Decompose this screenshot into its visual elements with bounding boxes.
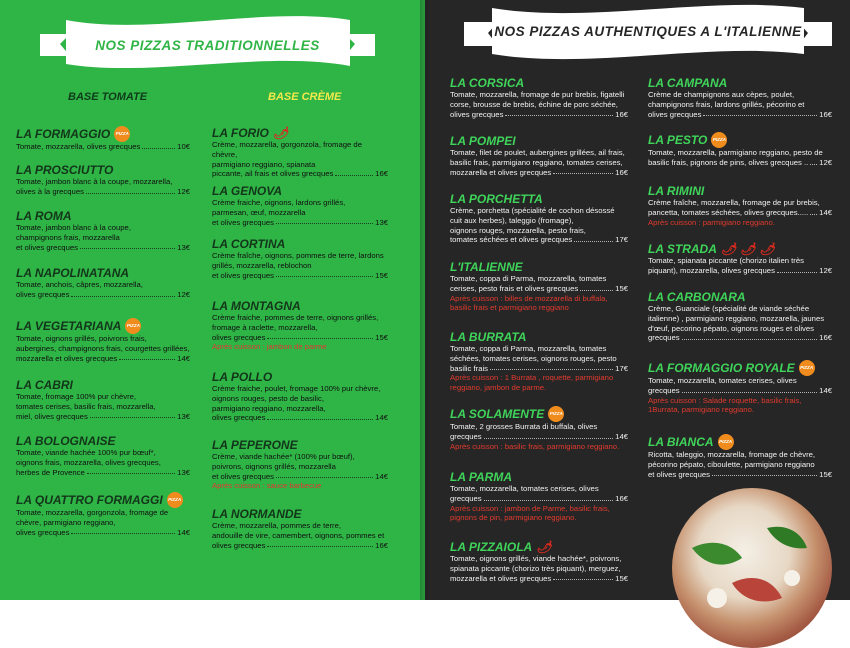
pizza-last-ingredients: olives grecques (16, 289, 70, 299)
pizza-price-line (212, 169, 388, 179)
pizza-name: LA PORCHETTA (450, 192, 543, 206)
dot-leader (276, 271, 373, 278)
pizza-description-line: oignons frais, mozzarella, olives grecques, (16, 457, 161, 467)
pizza-last-ingredients: basilic frais (450, 363, 489, 373)
pizza-name: LA PARMA (450, 470, 512, 484)
pizza-price: 12€ (819, 265, 832, 275)
pizza-la-cortina (212, 237, 388, 280)
pizza-description-line: chèvre, parmigiano reggiano, (16, 517, 116, 527)
pizza-description-line: Tomate, jambon blanc à la coupe, (16, 223, 131, 232)
pizza-description-line: Crème, viande hachée* (100% pur bœuf), (212, 452, 355, 461)
pizza-last-ingredients: miel, olives grecques (16, 411, 88, 421)
right-banner-title: NOS PIZZAS AUTHENTIQUES A L'ITALIENNE (494, 24, 802, 39)
pizza-description-line: Tomate, 2 grosses Burrata di buffala, olives (450, 422, 598, 431)
pizza-last-ingredients: et olives grecques (16, 242, 78, 252)
after-cooking-note: 1Burrata, parmigiano reggiano. (648, 405, 754, 415)
pizza-price-line (16, 142, 190, 152)
pizza-description-line: Tomate, filet de poulet, aubergines grillées, ail frais, (450, 148, 625, 157)
pizza-price-line (648, 110, 832, 120)
pizza-la-pesto (648, 132, 832, 168)
pizza-badge-icon: PIZZA (548, 406, 564, 422)
pizza-price-line (16, 528, 190, 538)
dot-leader (142, 142, 175, 149)
pizza-description-line: grillés, mozzarella, reblochon (212, 260, 312, 270)
pizza-name-row (212, 126, 388, 140)
pizza-price: 14€ (819, 385, 832, 395)
chili-pepper-icon: 🌶 (536, 540, 552, 554)
pizza-price: 15€ (375, 332, 388, 342)
pizza-price-line (450, 494, 628, 504)
dot-leader (484, 432, 614, 439)
dot-leader (490, 364, 613, 371)
pizza-description-line: Crème, Guanciale (spécialité de viande séchée (648, 304, 810, 313)
pizza-last-ingredients: Tomate, mozzarella, olives grecques (16, 142, 141, 151)
pizza-description-line: Tomate, mozzarella, parmigiano reggiano, pesto de (648, 148, 823, 157)
pizza-la-prosciutto (16, 163, 190, 197)
pizza-last-ingredients: mozzarella et olives grecques (16, 353, 118, 363)
pizza-price: 13€ (177, 411, 190, 421)
pizza-description-line: Crème fraîche, oignons, pommes de terre, lardons (212, 251, 384, 260)
after-cooking-note: reggiano, jambon de parme. (450, 383, 547, 393)
pizza-last-ingredients: mozzarella et olives grecques (450, 167, 552, 177)
pizza-la-pompei (450, 134, 628, 177)
dot-leader (810, 208, 817, 215)
dot-leader (80, 243, 175, 250)
after-cooking-note: pignons de pin, parmigiano reggiano. (450, 513, 577, 523)
dot-leader (267, 413, 373, 420)
pizza-la-quattro-formaggi (16, 492, 190, 537)
pizza-name-row (212, 438, 388, 452)
pizza-price-line (212, 472, 388, 482)
pizza-la-bianca (648, 434, 832, 479)
pizza-description-line: parmigiano reggiano, spianata (212, 159, 316, 169)
pizza-price-line (16, 354, 190, 364)
pizza-last-ingredients: grecques (450, 493, 482, 503)
pizza-name-row (450, 540, 628, 554)
pizza-description-line: aubergines, champignons frais, courgettes grillées, (16, 343, 190, 353)
left-banner-title: NOS PIZZAS TRADITIONNELLES (95, 38, 320, 53)
pizza-photo (672, 488, 832, 648)
dot-leader (553, 574, 613, 581)
pizza-description-line: Tomate, coppa di Parma, mozzarella, tomates (450, 274, 607, 283)
pizza-name-row (16, 266, 190, 280)
pizza-last-ingredients: et olives grecques (212, 471, 274, 481)
after-cooking-note: Après cuisson : Salade roquette, basilic frais, (648, 395, 802, 405)
pizza-price: 17€ (615, 235, 628, 245)
pizza-name-row (648, 290, 832, 304)
pizza-last-ingredients: olives grecques (16, 527, 70, 537)
pizza-price: 16€ (615, 109, 628, 119)
pizza-description-line: Crème, porchetta (spécialité de cochon désossé (450, 206, 615, 215)
pizza-name: LA PROSCIUTTO (16, 163, 114, 177)
pizza-name: LA PIZZAIOLA (450, 540, 533, 554)
dot-leader (574, 235, 613, 242)
pizza-description-line: Crème fraiche, pommes de terre, oignons grillés, (212, 313, 379, 322)
pizza-name: LA FORMAGGIO (16, 127, 111, 141)
pizza-price-line (450, 484, 628, 494)
pizza-description-line: Crème, mozzarella, gorgonzola, fromage de chèvre, (212, 140, 362, 159)
dot-leader (505, 110, 613, 117)
pizza-last-ingredients: cerises, pesto frais et olives grecques (450, 283, 579, 293)
pizza-last-ingredients: piccante, ail frais et olives grecques (212, 169, 334, 179)
dot-leader (703, 110, 817, 117)
pizza-la-corsica (450, 76, 628, 119)
dot-leader (86, 187, 175, 194)
right-banner (458, 0, 838, 66)
pizza-description-line: Crème fraîche, mozzarella, fromage de pur brebis, (648, 198, 820, 207)
pizza-name-row (212, 370, 388, 384)
pizza-last-ingredients: et olives grecques (648, 469, 710, 479)
pizza-name: LA POMPEI (450, 134, 516, 148)
page-fold (420, 0, 430, 600)
pizza-last-ingredients: et olives grecques (212, 270, 274, 280)
pizza-price: 12€ (819, 157, 832, 167)
pizza-la-peperone (212, 438, 388, 491)
pizza-last-ingredients: olives grecques (212, 413, 266, 423)
chili-pepper-icon: 🌶 (759, 242, 775, 256)
pizza-price-line (450, 284, 628, 294)
pizza-last-ingredients: olives grecques (450, 109, 504, 119)
after-cooking-note: Après cuisson : sauce barbecue (212, 481, 322, 491)
pizza-name: LA POLLO (212, 370, 273, 384)
pizza-price-line (450, 574, 628, 584)
pizza-name: LA BOLOGNAISE (16, 434, 116, 448)
pizza-name: LA PESTO (648, 133, 708, 147)
pizza-name-row (16, 209, 190, 223)
pizza-name: LA CORSICA (450, 76, 525, 90)
pizza-description-line: champignons frais, mozzarella (16, 232, 120, 242)
dot-leader (682, 386, 818, 393)
pizza-price: 10€ (177, 142, 190, 151)
pizza-price-line (212, 271, 388, 281)
after-cooking-note: Après cuisson : billes de mozzarella di buffala, (450, 293, 608, 303)
pizza-name: L'ITALIENNE (450, 260, 523, 274)
pizza-description-line: parmigiano reggiano, mozzarella, (212, 403, 326, 413)
dot-leader (71, 528, 175, 535)
pizza-name: LA CABRI (16, 378, 73, 392)
pizza-price: 12€ (177, 289, 190, 299)
pizza-last-ingredients: Tomate, mozzarella, tomates cerises, olives (450, 484, 599, 493)
pizza-description-line: Crème fraiche, oignons, lardons grillés, (212, 198, 346, 207)
pizza-name: LA NAPOLINATANA (16, 266, 130, 280)
pizza-description-line: Tomate, mozzarella, tomates cerises, olives (648, 376, 797, 385)
pizza-price-line (648, 333, 832, 343)
pizza-description-line: séchées, tomates cerises, oignons rouges, pesto (450, 353, 617, 363)
pizza-la-montagna (212, 299, 388, 352)
heading-base-creme: BASE CRÈME (268, 91, 342, 103)
pizza-price-line (648, 266, 832, 276)
pizza-name-row (648, 76, 832, 90)
pizza-description-line: Tomate, coppa di Parma, mozzarella, tomates (450, 344, 607, 353)
pizza-description-line: Tomate, oignons grillés, viande hachée*, poivrons, (450, 554, 622, 563)
pizza-name-row (450, 192, 628, 206)
pizza-price: 14€ (819, 207, 832, 217)
pizza-la-rimini (648, 184, 832, 227)
pizza-price-line (212, 218, 388, 228)
pizza-name: LA VEGETARIANA (16, 319, 122, 333)
pizza-last-ingredients: piquant), mozzarella, olives grecques (648, 265, 775, 275)
pizza-price: 14€ (375, 413, 388, 423)
pizza-name: LA GENOVA (212, 184, 283, 198)
pizza-last-ingredients: herbes de Provence (16, 467, 85, 477)
pizza-badge-icon: PIZZA (718, 434, 734, 450)
pizza-price: 15€ (615, 573, 628, 583)
pizza-l-italienne (450, 260, 628, 313)
pizza-la-vegetariana (16, 318, 190, 363)
pizza-name-row (16, 126, 190, 142)
pizza-price-line (16, 187, 190, 197)
after-cooking-note: Après cuisson : parmigiano reggiano. (648, 217, 775, 227)
pizza-price: 17€ (615, 363, 628, 373)
after-cooking-note: Après cuisson : jambon de parme (212, 342, 327, 352)
pizza-name-row (16, 163, 190, 177)
pizza-last-ingredients: olives grecques (212, 332, 266, 342)
pizza-last-ingredients: olives grecques (648, 109, 702, 119)
pizza-la-pizzaiola (450, 540, 628, 583)
dot-leader (484, 494, 614, 501)
pizza-name-row (16, 434, 190, 448)
pizza-price-line (648, 208, 832, 218)
pizza-description-line: pécorino pépato, ciboulette, parmigiano reggiano (648, 459, 815, 469)
pizza-name-row (16, 378, 190, 392)
pizza-price: 13€ (375, 217, 388, 227)
pizza-price: 14€ (177, 353, 190, 363)
pizza-name: LA PEPERONE (212, 438, 298, 452)
pizza-la-pollo (212, 370, 388, 423)
pizza-price: 16€ (615, 493, 628, 503)
pizza-price: 14€ (177, 527, 190, 537)
pizza-description-line: cuit aux herbes), taleggio (fromage), (450, 215, 574, 225)
pizza-name-row (16, 492, 190, 508)
after-cooking-note: Après cuisson : 1 Burrata , roquette, parmigiano (450, 373, 614, 383)
pizza-la-solamente (450, 406, 628, 451)
pizza-name-row (212, 237, 388, 251)
pizza-name: LA BURRATA (450, 330, 527, 344)
pizza-description-line: tomates cerises, basilic frais, mozzarella, (16, 401, 156, 411)
pizza-last-ingredients: grecques (648, 385, 680, 395)
pizza-price-line (648, 386, 832, 396)
pizza-name: LA CAMPANA (648, 76, 728, 90)
pizza-description-line: parmesan, œuf, mozzarella (212, 207, 306, 217)
pizza-badge-icon: PIZZA (114, 126, 130, 142)
dot-leader (335, 169, 373, 176)
after-cooking-note: Après cuisson : basilic frais, parmigiano reggiano. (450, 441, 620, 451)
pizza-description-line: d'œuf, pecorino pépato, oignons rouges et olives (648, 323, 814, 333)
pizza-description-line: Tomate, viande hachée 100% pur bœuf*, (16, 448, 156, 457)
pizza-name-row (450, 260, 628, 274)
dot-leader (276, 218, 373, 225)
pizza-description-line: oignons rouges, pesto de basilic, (212, 393, 324, 403)
pizza-description-line: Crème fraiche, poulet, fromage 100% pur chèvre, (212, 384, 381, 393)
pizza-price: 14€ (615, 431, 628, 441)
dot-leader (276, 472, 373, 479)
pizza-la-burrata (450, 330, 628, 393)
pizza-la-bolognaise (16, 434, 190, 477)
pizza-name: LA CARBONARA (648, 290, 746, 304)
pizza-name-row (450, 134, 628, 148)
pizza-description-line: italienne) , parmigiano reggiano, mozzarella, jaunes (648, 313, 825, 323)
pizza-price-line (16, 243, 190, 253)
pizza-last-ingredients: pancetta, tomates séchées, olives grecques..... (648, 207, 809, 217)
pizza-la-formaggio-royale (648, 360, 832, 415)
pizza-price: 15€ (615, 283, 628, 293)
pizza-la-campana (648, 76, 832, 119)
pizza-badge-icon: PIZZA (711, 132, 727, 148)
chili-pepper-icon: 🌶 (272, 126, 289, 140)
dot-leader (580, 284, 613, 291)
pizza-la-formaggio (16, 126, 190, 152)
pizza-price: 13€ (177, 467, 190, 477)
chili-pepper-icon: 🌶 (740, 242, 756, 256)
pizza-la-napolinatana (16, 266, 190, 300)
pizza-price-line (212, 333, 388, 343)
pizza-description-line: Tomate, oignons grillés, poivrons frais, (16, 334, 147, 343)
dot-leader (267, 333, 373, 340)
pizza-la-strada (648, 242, 832, 276)
pizza-name: LA SOLAMENTE (450, 407, 545, 421)
pizza-price-line (450, 235, 628, 245)
pizza-description-line: Ricotta, taleggio, mozzarella, fromage de chèvre, (648, 450, 816, 459)
pizza-price-line (16, 290, 190, 300)
left-page (0, 0, 425, 600)
pizza-name-row (212, 299, 388, 313)
pizza-la-porchetta (450, 192, 628, 245)
pizza-name-row (450, 406, 628, 422)
pizza-description-line: Tomate, anchois, câpres, mozzarella, (16, 280, 143, 289)
chili-pepper-icon: 🌶 (720, 242, 737, 256)
pizza-description-line: Crème de champignons aux cèpes, poulet, (648, 90, 795, 99)
dot-leader (777, 266, 817, 273)
pizza-name-row (648, 242, 832, 256)
pizza-price: 16€ (819, 333, 832, 343)
pizza-badge-icon: PIZZA (125, 318, 141, 334)
pizza-price: 15€ (375, 270, 388, 280)
pizza-last-ingredients: grecques (450, 431, 482, 441)
dot-leader (682, 333, 818, 340)
pizza-badge-icon: PIZZA (167, 492, 183, 508)
pizza-description-line: Tomate, mozzarella, fromage de pur brebis, figatelli (450, 90, 625, 99)
pizza-name: LA FORIO (212, 126, 269, 140)
dot-leader (267, 541, 373, 548)
pizza-price-line (648, 158, 832, 168)
pizza-name-row (648, 434, 832, 450)
pizza-name: LA QUATTRO FORMAGGI (16, 493, 163, 507)
pizza-name: LA FORMAGGIO ROYALE (648, 361, 795, 375)
pizza-description-line: Tomate, jambon blanc à la coupe, mozzarella, (16, 177, 173, 186)
pizza-price: 16€ (375, 169, 388, 179)
left-banner (30, 6, 385, 76)
pizza-price-line (212, 413, 388, 423)
dot-leader (810, 158, 817, 165)
pizza-name: LA ROMA (16, 209, 72, 223)
dot-leader (90, 412, 175, 419)
dot-leader (71, 290, 175, 297)
pizza-price: 14€ (375, 471, 388, 481)
pizza-price-line (16, 412, 190, 422)
dot-leader (553, 168, 613, 175)
pizza-name-row (450, 76, 628, 90)
pizza-la-forio (212, 126, 388, 179)
pizza-name-row (648, 184, 832, 198)
pizza-la-parma (450, 470, 628, 523)
pizza-name-row (16, 318, 190, 334)
pizza-name-row (450, 330, 628, 344)
heading-base-tomate: BASE TOMATE (68, 91, 148, 103)
after-cooking-note: Après cuisson : jambon de Parme, basilic frais, (450, 503, 610, 513)
pizza-la-cabri (16, 378, 190, 421)
pizza-price: 16€ (819, 109, 832, 119)
dot-leader (712, 470, 817, 477)
pizza-price-line (450, 364, 628, 374)
pizza-la-genova (212, 184, 388, 227)
pizza-name: LA NORMANDE (212, 507, 302, 521)
pizza-last-ingredients: grecques (648, 333, 680, 343)
pizza-description-line: spianata piccante (chorizo très piquant), merguez, (450, 563, 621, 573)
pizza-price: 16€ (615, 167, 628, 177)
dot-leader (87, 468, 175, 475)
pizza-description-line: corse, brousse de brebis, échine de porc séchée, (450, 99, 618, 109)
pizza-price: 13€ (177, 242, 190, 252)
pizza-name-row (212, 507, 388, 521)
pizza-price: 15€ (819, 469, 832, 479)
pizza-name: LA MONTAGNA (212, 299, 301, 313)
pizza-name-row (450, 470, 628, 484)
pizza-name: LA RIMINI (648, 184, 705, 198)
after-cooking-note: basilic frais et parmigiano reggiano (450, 303, 569, 313)
pizza-la-normande (212, 507, 388, 550)
pizza-name: LA STRADA (648, 242, 717, 256)
pizza-name: LA BIANCA (648, 435, 714, 449)
pizza-description-line: champignons frais, lardons grillés, pécorino et (648, 99, 805, 109)
dot-leader (119, 354, 175, 361)
pizza-name-row (212, 184, 388, 198)
pizza-price-line (16, 468, 190, 478)
pizza-description-line: basilic frais, parmigiano reggiano, tomates cerises, (450, 157, 623, 167)
pizza-description-line: oignons rouges, mozzarella, pesto frais, (450, 225, 586, 235)
pizza-description-line: Tomate, spianata piccante (chorizo italien très (648, 256, 804, 265)
pizza-price-line (450, 110, 628, 120)
pizza-last-ingredients: et olives grecques (212, 217, 274, 227)
pizza-name: LA CORTINA (212, 237, 286, 251)
pizza-last-ingredients: mozzarella et olives grecques (450, 573, 552, 583)
pizza-last-ingredients: olives à la grecques (16, 186, 84, 196)
pizza-price: 16€ (375, 540, 388, 550)
pizza-description-line: Tomate, fromage 100% pur chèvre, (16, 392, 137, 401)
pizza-price-line (450, 168, 628, 178)
pizza-la-roma (16, 209, 190, 252)
pizza-price: 12€ (177, 186, 190, 196)
pizza-description-line: Crème, mozzarella, pommes de terre, (212, 521, 342, 530)
pizza-last-ingredients: tomates séchées et olives grecques (450, 235, 573, 245)
pizza-name-row (648, 132, 832, 148)
pizza-la-carbonara (648, 290, 832, 343)
pizza-description-line: poivrons, oignons grillés, mozzarella (212, 461, 336, 471)
pizza-description-line: fromage à raclette, mozzarella, (212, 322, 318, 332)
pizza-price-line (212, 541, 388, 551)
pizza-last-ingredients: olives grecques (212, 540, 266, 550)
pizza-price-line (648, 470, 832, 480)
pizza-name-row (648, 360, 832, 376)
pizza-price-line (450, 432, 628, 442)
pizza-last-ingredients: basilic frais, pignons de pins, olives grecques .. (648, 157, 809, 167)
pizza-badge-icon: PIZZA (799, 360, 815, 376)
pizza-description-line: Tomate, mozzarella, gorgonzola, fromage de (16, 508, 169, 517)
pizza-description-line: andouille de vire, camembert, oignons, pommes et (212, 530, 385, 540)
